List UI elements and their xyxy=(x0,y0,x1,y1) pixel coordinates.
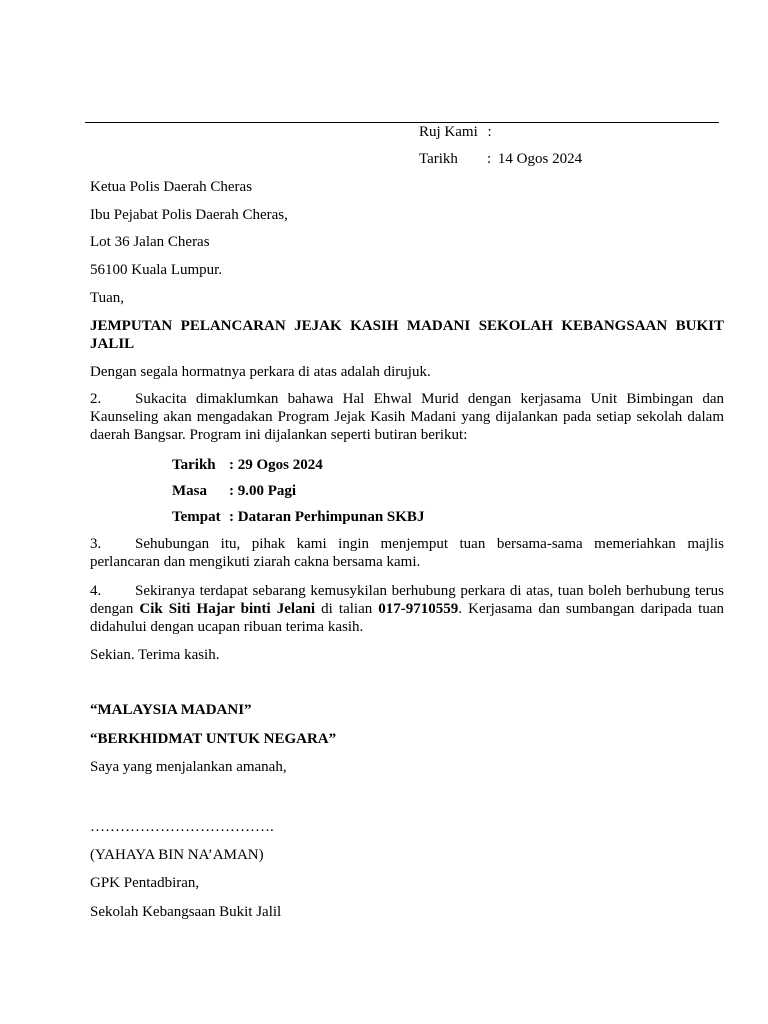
recipient-line-3: Lot 36 Jalan Cheras xyxy=(90,234,210,250)
detail-tarikh-value: : 29 Ogos 2024 xyxy=(229,457,323,473)
paragraph-2 xyxy=(90,390,724,444)
salutation: Tuan, xyxy=(90,290,125,306)
signer-organization: Sekolah Kebangsaan Bukit Jalil xyxy=(90,904,282,920)
ruj-kami-sep: : xyxy=(487,124,492,140)
detail-masa-value: : 9.00 Pagi xyxy=(229,483,297,499)
paragraph-2-text: Sukacita dimaklumkan bahawa Hal Ehwal Murid dengan kerjasama Unit Bimbingan dan Kaunseling akan mengadakan Program Jejak Kasih Madani yang dijalankan pada setiap sekolah dalam daerah Bangsar. Program ini dijalankan seperti butiran berikut: xyxy=(90,391,724,443)
paragraph-3-text: Sehubungan itu, pihak kami ingin menjemput tuan bersama-sama memeriahkan majlis perlancaran dan mengikuti ziarah cakna bersama kami. xyxy=(90,536,724,570)
detail-masa-label: Masa xyxy=(172,483,207,499)
recipient-line-2: Ibu Pejabat Polis Daerah Cheras, xyxy=(90,207,288,223)
paragraph-4-text-b: di talian xyxy=(315,601,379,617)
motto-berkhidmat: “BERKHIDMAT UNTUK NEGARA” xyxy=(90,731,337,747)
detail-tarikh-label: Tarikh xyxy=(172,457,216,473)
contact-name: Cik Siti Hajar binti Jelani xyxy=(139,601,316,617)
paragraph-4 xyxy=(90,582,724,636)
recipient-line-4: 56100 Kuala Lumpur. xyxy=(90,262,223,278)
ruj-kami-row xyxy=(419,123,492,141)
tarikh-label: Tarikh xyxy=(419,151,458,167)
signer-title: GPK Pentadbiran, xyxy=(90,875,200,891)
recipient-line-1: Ketua Polis Daerah Cheras xyxy=(90,179,253,195)
tarikh-row xyxy=(419,150,582,168)
paragraph-4-text-c: . Kerjasama dan sumbangan daripada tuan didahului dengan ucapan ribuan terima kasih. xyxy=(90,601,724,635)
opening-sentence: Dengan segala hormatnya perkara di atas adalah dirujuk. xyxy=(90,364,431,380)
contact-phone: 017-9710559 xyxy=(378,601,459,617)
signoff: Saya yang menjalankan amanah, xyxy=(90,759,287,775)
paragraph-4-number: 4. xyxy=(90,583,102,599)
signature-line: ………………………………. xyxy=(90,819,274,835)
detail-tempat-value: : Dataran Perhimpunan SKBJ xyxy=(229,509,425,525)
signer-name: (YAHAYA BIN NA’AMAN) xyxy=(90,847,264,863)
closing: Sekian. Terima kasih. xyxy=(90,647,220,663)
tarikh-sep: : xyxy=(487,151,492,167)
paragraph-3-number: 3. xyxy=(90,536,102,552)
detail-masa xyxy=(172,482,296,500)
detail-tempat xyxy=(172,508,424,526)
motto-malaysia-madani: “MALAYSIA MADANI” xyxy=(90,702,252,718)
paragraph-4-text-a: Sekiranya terdapat sebarang kemusykilan berhubung perkara di atas, tuan boleh berhubung terus dengan xyxy=(90,583,724,617)
detail-tempat-label: Tempat xyxy=(172,509,221,525)
paragraph-3 xyxy=(90,535,724,571)
paragraph-2-number: 2. xyxy=(90,391,102,407)
detail-tarikh xyxy=(172,456,323,474)
subject: JEMPUTAN PELANCARAN JEJAK KASIH MADANI SEKOLAH KEBANGSAAN BUKIT JALIL xyxy=(90,318,724,352)
header-rule xyxy=(85,122,719,123)
ruj-kami-label: Ruj Kami xyxy=(419,124,478,140)
tarikh-value: 14 Ogos 2024 xyxy=(497,151,583,167)
